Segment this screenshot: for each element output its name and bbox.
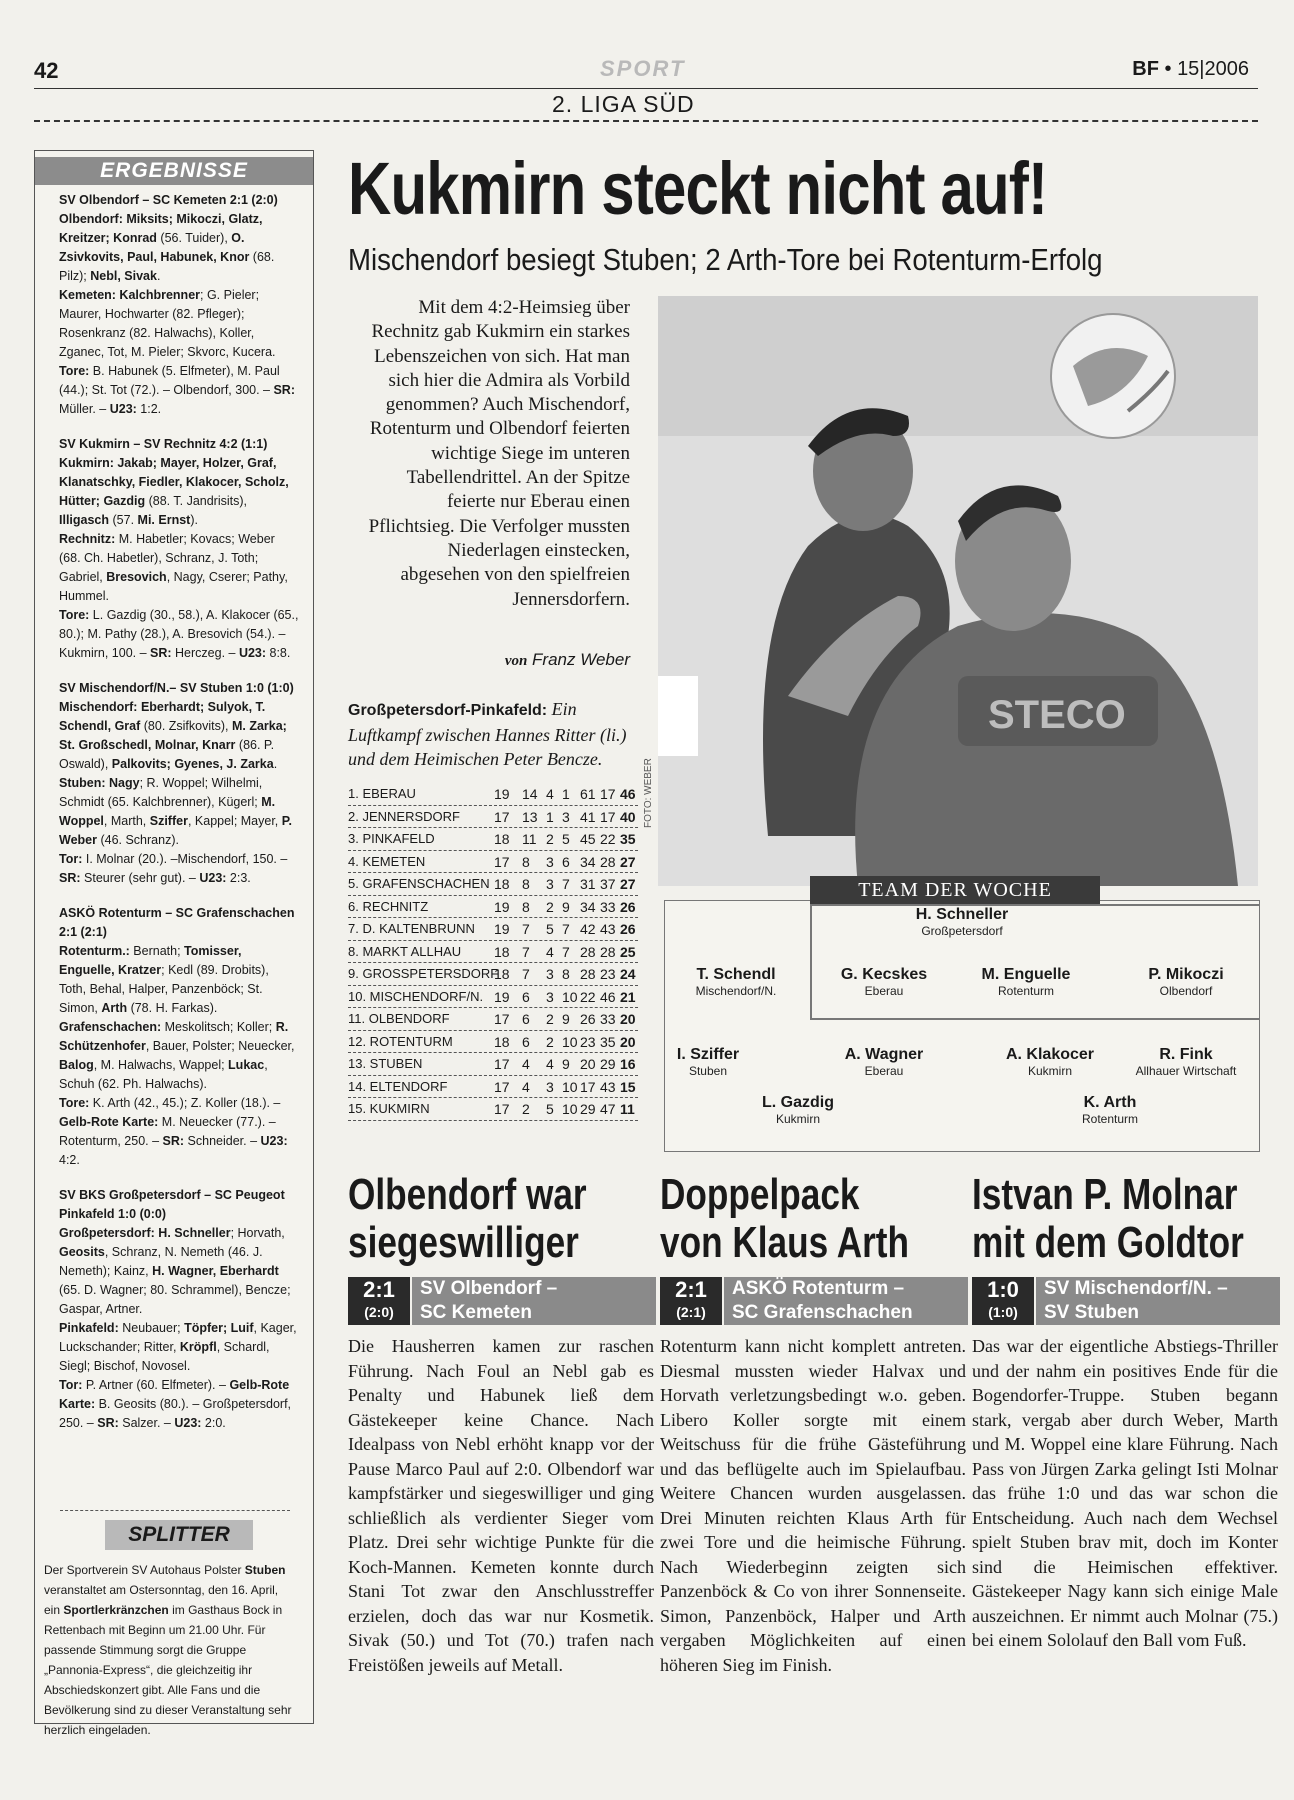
player-name: K. Arth — [1083, 1094, 1137, 1111]
table-cell-team: 8. MARKT ALLHAU — [348, 943, 462, 959]
table-cell-team: 9. GROSSPETERSDORF — [348, 966, 499, 981]
table-cell-d: 2 — [546, 1033, 554, 1050]
table-cell-l: 7 — [562, 876, 570, 892]
photo-caption — [348, 697, 638, 771]
table-cell-w: 6 — [522, 1011, 530, 1027]
header-dash-rule — [34, 120, 1258, 122]
table-row — [348, 896, 638, 919]
table-cell-pts: 15 — [620, 1078, 636, 1095]
final-score: 1:0 — [987, 1277, 1019, 1302]
match-teams — [724, 1277, 968, 1325]
page-number: 42 — [34, 58, 59, 83]
team-player — [936, 966, 1116, 998]
table-cell-w: 7 — [522, 943, 530, 960]
home-team: SV Olbendorf – — [420, 1278, 558, 1299]
results-title: ERGEBNISSE — [35, 157, 313, 185]
score-box — [348, 1277, 656, 1325]
table-cell-w: 7 — [522, 966, 530, 982]
player-club: Eberau — [864, 1064, 904, 1078]
table-cell-ga: 22 — [600, 831, 616, 847]
table-cell-ga: 47 — [600, 1101, 616, 1117]
table-cell-ga: 29 — [600, 1056, 616, 1072]
player-name: R. Fink — [1159, 1046, 1213, 1063]
league-title: 2. LIGA SÜD — [552, 91, 695, 117]
table-cell-d: 2 — [546, 1011, 554, 1027]
table-cell-g: 17 — [494, 1056, 510, 1072]
player-club: Mischendorf/N. — [695, 984, 777, 998]
table-cell-g: 18 — [494, 876, 510, 892]
table-cell-d: 2 — [546, 898, 554, 915]
table-cell-w: 7 — [522, 921, 530, 937]
player-name: T. Schendl — [696, 966, 776, 983]
table-cell-gf: 45 — [580, 831, 596, 847]
table-cell-ga: 35 — [600, 1033, 616, 1050]
table-row — [348, 851, 638, 874]
table-cell-pts: 21 — [620, 988, 636, 1005]
table-row — [348, 1098, 638, 1121]
photo-illustration — [658, 296, 1258, 886]
table-cell-gf: 17 — [580, 1078, 596, 1095]
table-cell-l: 3 — [562, 808, 570, 825]
team-player — [618, 1046, 798, 1078]
table-cell-ga: 46 — [600, 988, 616, 1005]
splitter-divider — [60, 1510, 290, 1511]
table-cell-gf: 26 — [580, 1011, 596, 1027]
table-cell-d: 3 — [546, 876, 554, 892]
away-team: SC Kemeten — [420, 1302, 532, 1323]
table-cell-l: 8 — [562, 966, 570, 982]
table-cell-g: 19 — [494, 898, 510, 915]
table-cell-team: 7. D. KALTENBRUNN — [348, 921, 475, 936]
table-cell-l: 6 — [562, 853, 570, 870]
table-row — [348, 1031, 638, 1054]
table-cell-w: 8 — [522, 898, 530, 915]
photo-credit: FOTO: WEBER — [643, 758, 654, 828]
table-cell-g: 17 — [494, 1011, 510, 1027]
table-cell-pts: 20 — [620, 1011, 636, 1027]
match-photo — [658, 296, 1258, 886]
final-score: 2:1 — [675, 1277, 707, 1302]
table-cell-w: 11 — [522, 831, 537, 847]
table-cell-ga: 33 — [600, 1011, 616, 1027]
player-club: Eberau — [864, 984, 904, 998]
table-cell-team: 4. KEMETEN — [348, 853, 426, 869]
results-sidebar — [34, 150, 314, 1724]
sub-headline: Mischendorf besiegt Stuben; 2 Arth-Tore bei Rotenturm-Erfolg — [348, 242, 1103, 277]
table-cell-team: 11. OLBENDORF — [348, 1011, 450, 1026]
away-team: SC Grafenschachen — [732, 1302, 913, 1323]
halftime-score: (2:1) — [676, 1304, 706, 1320]
table-cell-ga: 43 — [600, 921, 616, 937]
table-cell-g: 19 — [494, 988, 510, 1005]
player-name: L. Gazdig — [762, 1094, 834, 1111]
issue-number: 15|2006 — [1177, 58, 1249, 80]
player-name: P. Mikoczi — [1148, 966, 1224, 983]
table-cell-d: 4 — [546, 1056, 554, 1072]
table-cell-w: 4 — [522, 1078, 530, 1095]
team-player — [1096, 966, 1276, 998]
header-rule — [34, 88, 1258, 89]
table-cell-pts: 26 — [620, 898, 636, 915]
table-cell-g: 18 — [494, 831, 510, 847]
table-cell-d: 3 — [546, 966, 554, 982]
player-club: Allhauer Wirtschaft — [1135, 1064, 1237, 1078]
table-cell-g: 17 — [494, 1078, 510, 1095]
table-cell-g: 17 — [494, 1101, 510, 1117]
player-name: H. Schneller — [915, 906, 1009, 923]
table-cell-l: 7 — [562, 943, 570, 960]
home-team: ASKÖ Rotenturm – — [732, 1278, 905, 1299]
match-teams — [1036, 1277, 1280, 1325]
article-headline-line2: mit dem Goldtor — [972, 1218, 1244, 1267]
player-club: Rotenturm — [1081, 1112, 1139, 1126]
table-cell-d: 3 — [546, 1078, 554, 1095]
team-player — [1096, 1046, 1276, 1078]
league-table — [348, 783, 638, 1121]
table-cell-g: 18 — [494, 966, 510, 982]
jersey-text: STECO — [988, 693, 1126, 737]
team-player — [872, 906, 1052, 938]
match-teams — [412, 1277, 656, 1325]
results-list — [59, 191, 299, 1449]
article-headline-line2: von Klaus Arth — [660, 1218, 910, 1267]
lead-paragraph: Mit dem 4:2-Heimsieg über Rechnitz gab Kukmirn ein starkes Lebenszeichen von sich. Hat man sich hier die Admira als Vorbild genommen? Auch Mischendorf, Rotenturm und Olbendorf feierten wichtige Siege im unteren Tabellendrittel. An der Spitze feierte nur Eberau einen Pflichtsieg. Die Verfolger mussten Niederlagen einstecken, abgesehen von den spielfreien Jennersdorfern. — [368, 297, 630, 610]
team-player — [708, 1094, 888, 1126]
article-headline: Olbendorf war — [348, 1170, 587, 1219]
table-cell-l: 10 — [562, 1033, 578, 1050]
table-cell-l: 9 — [562, 1056, 570, 1072]
caption-title: Großpetersdorf-Pinkafeld: — [348, 702, 548, 719]
table-cell-ga: 37 — [600, 876, 616, 892]
table-cell-gf: 31 — [580, 876, 596, 892]
table-cell-d: 5 — [546, 921, 554, 937]
table-cell-g: 19 — [494, 786, 510, 802]
table-cell-w: 13 — [522, 808, 538, 825]
table-cell-team: 3. PINKAFELD — [348, 831, 435, 846]
table-cell-gf: 28 — [580, 966, 596, 982]
table-cell-l: 10 — [562, 988, 578, 1005]
result-entry: SV Mischendorf/N.– SV Stuben 1:0 (1:0) Mischendorf: Eberhardt; Sulyok, T. Schendl, Graf (80. Zsifkovits), M. Zarka; St. Großschedl, Molnar, Knarr (86. P. Oswald), Palkovits; Gyenes, J. Zarka. Stuben: Nagy; R. Woppel; Wilhelmi, Schmidt (65. Kalchbrenner), Kügerl; M. Woppel, Marth, Sziffer, Kappel; Mayer, P. Weber (46. Schranz). Tor: I. Molnar (20.). –Mischendorf, 150. – SR: Steurer (sehr gut). – U23: 2:3. — [59, 681, 294, 885]
player-club: Kukmirn — [1027, 1064, 1072, 1078]
table-cell-g: 18 — [494, 943, 510, 960]
table-row — [348, 1008, 638, 1031]
table-cell-ga: 28 — [600, 943, 616, 960]
table-row — [348, 918, 638, 941]
result-entry: SV Kukmirn – SV Rechnitz 4:2 (1:1) Kukmirn: Jakab; Mayer, Holzer, Graf, Klanatschky, Fiedler, Klakocer, Scholz, Hütter; Gazdig (88. T. Jandrisits), Illigasch (57. Mi. Ernst). Rechnitz: M. Habetler; Kovacs; Weber (68. Ch. Habetler), Schranz, J. Toth; Gabriel, Bresovich, Nagy, Cserer; Pathy, Hummel. Tore: L. Gazdig (30., 58.), A. Klakocer (65., 80.); M. Pathy (28.), A. Bresovich (54.). –Kukmirn, 100. – SR: Herczeg. – U23: 8:8. — [59, 437, 299, 660]
table-cell-w: 4 — [522, 1056, 530, 1072]
table-cell-team: 2. JENNERSDORF — [348, 808, 460, 824]
table-row — [348, 783, 638, 806]
table-cell-pts: 46 — [620, 786, 636, 802]
score-box — [660, 1277, 968, 1325]
table-row — [348, 941, 638, 964]
table-cell-w: 14 — [522, 786, 538, 802]
magazine-brand: BF — [1132, 58, 1159, 80]
table-cell-w: 8 — [522, 853, 530, 870]
table-cell-d: 3 — [546, 988, 554, 1005]
table-cell-gf: 23 — [580, 1033, 596, 1050]
player-club: Rotenturm — [997, 984, 1055, 998]
table-cell-pts: 27 — [620, 876, 636, 892]
table-cell-gf: 42 — [580, 921, 596, 937]
table-cell-gf: 34 — [580, 853, 596, 870]
table-cell-gf: 41 — [580, 808, 596, 825]
table-cell-team: 10. MISCHENDORF/N. — [348, 988, 484, 1004]
table-cell-d: 4 — [546, 786, 554, 802]
table-cell-ga: 43 — [600, 1078, 616, 1095]
caption-text: Ein Luftkampf zwischen Hannes Ritter (li.) und dem Heimischen Peter Bencze. — [348, 699, 627, 769]
result-entry: ASKÖ Rotenturm – SC Grafenschachen 2:1 (2:1) Rotenturm.: Bernath; Tomisser, Enguelle, Kratzer; Kedl (89. Drobits), Toth, Behal, Halper, Panzenböck; St. Simon, Arth (78. H. Farkas). Grafenschachen: Meskolitsch; Koller; R. Schützenhofer, Bauer, Polster; Neuecker, Balog, M. Halwachs, Wappel; Lukac, Schuh (62. Ph. Halwachs). Tore: K. Arth (42., 45.); Z. Koller (18.). – Gelb-Rote Karte: M. Neuecker (77.). – Rotenturm, 250. – SR: Schneider. – U23: 4:2. — [59, 906, 295, 1167]
splitter-title: SPLITTER — [105, 1520, 253, 1550]
table-cell-l: 9 — [562, 1011, 570, 1027]
table-cell-pts: 11 — [620, 1101, 635, 1117]
table-cell-d: 5 — [546, 1101, 554, 1117]
table-cell-pts: 25 — [620, 943, 636, 960]
table-cell-team: 14. ELTENDORF — [348, 1078, 448, 1094]
table-row — [348, 873, 638, 896]
article-headline: Doppelpack — [660, 1170, 860, 1219]
section-title: SPORT — [600, 56, 686, 81]
table-cell-team: 1. EBERAU — [348, 786, 416, 801]
score-box — [972, 1277, 1280, 1325]
table-cell-g: 19 — [494, 921, 510, 937]
table-row — [348, 986, 638, 1009]
table-cell-l: 10 — [562, 1101, 578, 1117]
player-name: I. Sziffer — [676, 1046, 740, 1063]
score-result — [660, 1277, 722, 1325]
article-body: Die Hausherren kamen zur raschen Führung. Nach Foul an Nebl gab es Penalty und Habunek ließ dem Gästekeeper keine Chance. Nach Idealpass von Nebl erhöht knapp vor der Pause Marco Paul auf 2:0. Olbendorf war kampfstärker und siegeswilliger und ging schließlich als verdienter Sieger vom Platz. Drei sehr wichtige Punkte für die Koch-Mannen. Kemeten konnte durch Stani Tot zwar den Anschlusstreffer erzielen, doch das war nur Kosmetik. Sivak (50.) und Tot (70.) trafen nach Freistößen jeweils auf Metall. — [348, 1336, 654, 1675]
splitter-text: Der Sportverein SV Autohaus Polster Stuben veranstaltet am Ostersonntag, den 16. April, ein Sportlerkränzchen im Gasthaus Bock in Rettenbach mit Beginn um 21.00 Uhr. Für passende Stimmung sorgt die Gruppe „Pannonia-Express“, die gleichzeitig ihr Abschiedskonzert gibt. Alle Fans und die Bevölkerung sind zu dieser Veranstaltung sehr herzlich eingeladen. — [44, 1563, 292, 1737]
article-headline-line2: siegeswilliger — [348, 1218, 579, 1267]
table-cell-team: 15. KUKMIRN — [348, 1101, 430, 1116]
issue-info: BF • 15|2006 — [1132, 58, 1249, 80]
table-cell-gf: 29 — [580, 1101, 596, 1117]
table-cell-w: 2 — [522, 1101, 530, 1117]
table-row — [348, 1076, 638, 1099]
table-cell-gf: 61 — [580, 786, 596, 802]
table-cell-d: 3 — [546, 853, 554, 870]
table-cell-d: 4 — [546, 943, 554, 960]
score-result — [348, 1277, 410, 1325]
byline-prefix: von — [504, 653, 528, 669]
away-team: SV Stuben — [1044, 1302, 1140, 1323]
table-cell-l: 7 — [562, 921, 570, 937]
table-cell-team: 12. ROTENTURM — [348, 1033, 453, 1049]
player-name: A. Wagner — [844, 1046, 924, 1063]
player-name: G. Kecskes — [840, 966, 928, 983]
table-row — [348, 963, 638, 986]
team-player — [1020, 1094, 1200, 1126]
table-cell-ga: 17 — [600, 786, 616, 802]
final-score: 2:1 — [363, 1277, 395, 1302]
table-cell-pts: 26 — [620, 921, 636, 937]
table-cell-d: 1 — [546, 808, 554, 825]
table-cell-l: 9 — [562, 898, 570, 915]
table-cell-pts: 16 — [620, 1056, 636, 1072]
byline-author: Franz Weber — [532, 650, 630, 669]
article-body: Rotenturm kann nicht komplett antreten. Diesmal mussten wieder Halvax und Horvath verletzungsbedingt w.o. geben. Libero Koller sorgte mit einem Weitschuss für die frühe Gästeführung und das beflügelte auch im Spielaufbau. Weitere Chancen wurden ausgelassen. Drei Minuten reichten Klaus Arth für zwei Tore und die heimische Führung. Nach Wiederbeginn zeigten sich Panzenböck & Co von ihrer Sonnenseite. Simon, Panzenböck, Halper und Arth vergaben Möglichkeiten auf einen höheren Sieg im Finish. — [660, 1336, 966, 1675]
table-cell-team: 6. RECHNITZ — [348, 898, 429, 914]
table-cell-g: 17 — [494, 853, 510, 870]
table-row — [348, 806, 638, 829]
table-cell-pts: 20 — [620, 1033, 636, 1050]
main-headline: Kukmirn steckt nicht auf! — [348, 147, 1048, 230]
table-cell-pts: 40 — [620, 808, 636, 825]
player-club: Kukmirn — [775, 1112, 820, 1126]
halftime-score: (2:0) — [364, 1304, 394, 1320]
score-result — [972, 1277, 1034, 1325]
table-cell-l: 1 — [562, 786, 570, 802]
table-cell-g: 17 — [494, 808, 510, 825]
table-cell-pts: 27 — [620, 853, 636, 870]
table-cell-w: 8 — [522, 876, 530, 892]
table-cell-pts: 24 — [620, 966, 636, 982]
table-cell-gf: 34 — [580, 898, 596, 915]
table-cell-gf: 28 — [580, 943, 596, 960]
table-cell-d: 2 — [546, 831, 554, 847]
table-cell-team: 5. GRAFENSCHACHEN — [348, 876, 490, 891]
table-cell-gf: 22 — [580, 988, 596, 1005]
player-club: Olbendorf — [1159, 984, 1213, 998]
table-cell-ga: 23 — [600, 966, 616, 982]
result-entry: SV BKS Großpetersdorf – SC Peugeot Pinkafeld 1:0 (0:0) Großpetersdorf: H. Schneller; Horvath, Geosits, Schranz, N. Nemeth (46. J. Nemeth); Kainz, H. Wagner, Eberhardt (65. D. Wagner; 80. Schrammel), Bencze; Gaspar, Artner. Pinkafeld: Neubauer; Töpfer; Luif, Kager, Luckschander; Ritter, Kröpfl, Schardl, Siegl; Bischof, Novosel. Tor: P. Artner (60. Elfmeter). – Gelb-Rote Karte: B. Geosits (80.). – Großpetersdorf, 250. – SR: Salzer. – U23: 2:0. — [59, 1188, 297, 1430]
table-cell-pts: 35 — [620, 831, 636, 847]
table-cell-w: 6 — [522, 988, 530, 1005]
table-cell-ga: 17 — [600, 808, 616, 825]
table-row — [348, 828, 638, 851]
table-cell-team: 13. STUBEN — [348, 1056, 423, 1071]
table-cell-l: 10 — [562, 1078, 578, 1095]
table-cell-ga: 28 — [600, 853, 616, 870]
table-cell-gf: 20 — [580, 1056, 596, 1072]
player-club: Großpetersdorf — [921, 924, 1003, 938]
team-player — [794, 1046, 974, 1078]
article-headline: Istvan P. Molnar — [972, 1170, 1238, 1219]
table-cell-ga: 33 — [600, 898, 616, 915]
table-row — [348, 1053, 638, 1076]
table-cell-w: 6 — [522, 1033, 530, 1050]
player-club: Stuben — [688, 1064, 728, 1078]
team-of-week-title: TEAM DER WOCHE — [810, 876, 1100, 904]
player-name: M. Enguelle — [981, 966, 1071, 983]
article-body: Das war der eigentliche Abstiegs-Thriller und der nahm ein positives Ende für die Bogendorfer-Truppe. Stuben begann stark, vergab aber durch Weber, Marth und M. Woppel eine klare Führung. Nach Pass von Jürgen Zarka gelingt Isti Molnar das frühe 1:0 und das war schon die Entscheidung. Auch nach dem Wechsel spielt Stuben brav mit, doch im Konter sind die Heimischen effektiver. Gästekeeper Nagy kann sich einige Male auszeichnen. Er nimmt auch Molnar (75.) bei einem Sololauf den Ball vom Fuß. — [972, 1336, 1278, 1650]
table-cell-l: 5 — [562, 831, 570, 847]
byline — [440, 650, 630, 670]
result-entry: SV Olbendorf – SC Kemeten 2:1 (2:0) Olbendorf: Miksits; Mikoczi, Glatz, Kreitzer; Konrad (56. Tuider), O. Zsivkovits, Paul, Habunek, Knor (68. Pilz); Nebl, Sivak. Kemeten: Kalchbrenner; G. Pieler; Maurer, Hochwarter (82. Pfleger); Rosenkranz (82. Halwachs), Koller, Zganec, Tot, M. Pieler; Skvorc, Kucera. Tore: B. Habunek (5. Elfmeter), M. Paul (44.); St. Tot (72.). – Olbendorf, 300. – SR: Müller. – U23: 1:2. — [59, 193, 295, 416]
table-cell-g: 18 — [494, 1033, 510, 1050]
halftime-score: (1:0) — [988, 1304, 1018, 1320]
player-name: A. Klakocer — [1005, 1046, 1095, 1063]
home-team: SV Mischendorf/N. – — [1044, 1278, 1228, 1299]
